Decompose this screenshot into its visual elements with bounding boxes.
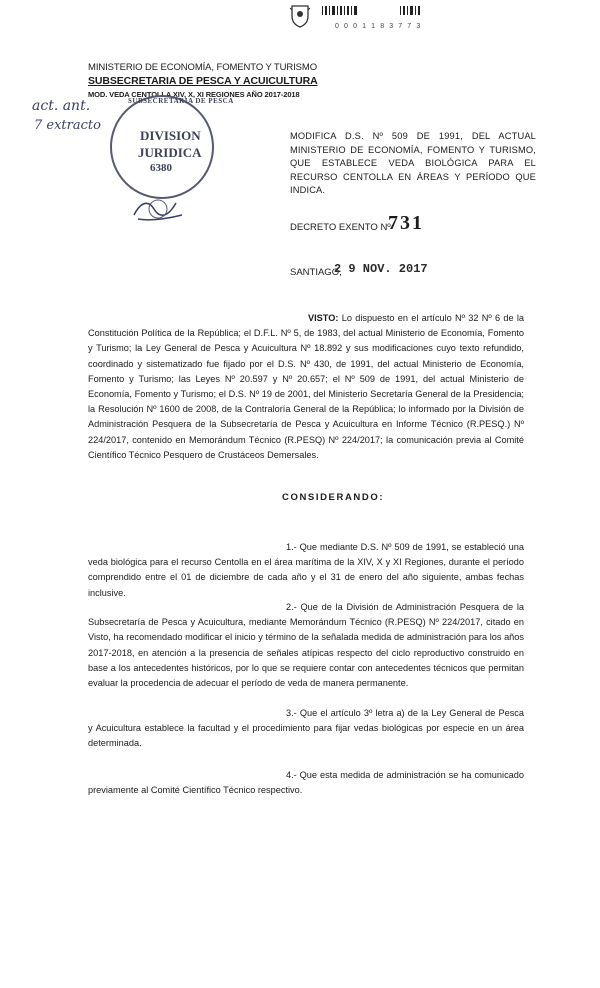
date-stamp: 2 9 NOV. 2017 [334,262,428,276]
decree-number: 731 [388,212,424,234]
subsecretaria-name: SUBSECRETARIA DE PESCA Y ACUICULTURA [88,75,318,87]
decree-title: MODIFICA D.S. Nº 509 DE 1991, DEL ACTUAL MINISTERIO DE ECONOMÍA, FOMENTO Y TURISMO, QUE ESTABLECE VEDA BIOLÓGICA PARA EL RECURSO CENTOLLA EN ÁREAS Y PERÍODO QUE INDICA. [290,131,536,195]
stamp-number: 6380 [150,162,172,174]
considerando-item-3: 3.- Que el artículo 3º letra a) de la Ley General de Pesca y Acuicultura establece la facultad y el procedimiento para fijar vedas biológicas por especie en un área determinada. [88,708,524,749]
stamp-line-1: DIVISION [140,128,201,143]
considerando-item-1: 1.- Que mediante D.S. Nº 509 de 1991, se estableció una veda biológica para el recurso Centolla en el área marítima de la XIV, X y XI Regiones, durante el período comprendido entre el 01 de diciembre de cada año y el 31 de enero del año siguiente, ambas fechas inclusive. [88,542,524,598]
coat-of-arms-icon [288,2,312,28]
stamp-ring-text: SUBSECRETARIA DE PESCA [128,97,234,105]
handwritten-note-2: 7 extracto [34,118,101,133]
visto-paragraph [88,311,524,463]
handwritten-note-1: act. ant. [32,98,91,114]
reference-line: MOD. VEDA CENTOLLA XIV, X, XI REGIONES AÑO 2017-2018 [88,90,300,99]
barcode-number: 0 0 0 1 1 8 3 7 7 3 [335,23,422,30]
place: SANTIAGO, [290,267,342,278]
signature-icon [128,195,188,225]
considerando-heading: CONSIDERANDO: [282,492,385,503]
stamp-line-2: JURIDICA [138,145,202,160]
considerando-item-2: 2.- Que de la División de Administración Pesquera de la Subsecretaría de Pesca y Acuicultura, mediante Memorándum Técnico (R.PESQ) Nº 224/2017, citado en Visto, ha recomendado modificar el inicio y término de la señalada medida de administración para los años 2017-2018, en atención a la presencia de señales atípicas respecto del ciclo reproductivo construido en base a los antecedentes históricos, por lo que se requiere contar con antecedentes técnicos que permitan evaluar la procedencia de adecuar el período de veda de manera permanente. [88,602,524,689]
considerando-item-4: 4.- Que esta medida de administración se ha comunicado previamente al Comité Científico Técnico respectivo. [88,770,524,796]
barcode [320,4,438,22]
decree-label: DECRETO EXENTO Nº [290,222,391,233]
visto-text: Lo dispuesto en el artículo Nº 32 Nº 6 de la Constitución Política de la República; el D.F.L. Nº 5, de 1983, del actual Ministerio de Economía, Fomento y Turismo; la Ley General de Pesca y Acuicultura Nº 18.892 y sus modificaciones cuyo texto refundido, coordinado y sistematizado fue fijado por el D.S. Nº 430, de 1991, del actual Ministerio de Economía, Fomento y Turismo; las Leyes Nº 20.597 y Nº 20.657; el Nº 509 de 1991, del actual Ministerio de Economía, Fomento y Turismo; el D.S. Nº 19 de 2001, del Ministerio Secretaría General de la Presidencia; la Resolución Nº 1600 de 2008, de la Contraloría General de la República; lo informado por la División de Administración Pesquera de la Subsecretaría de Pesca y Acuicultura en Informe Técnico (R.PESQ.) Nº 224/2017, contenido en Memorándum Técnico (R.PESQ) Nº 224/2017; la comunicación previa al Comité Científico Técnico Pesquero de Crustáceos Demersales. [88,313,524,460]
visto-label: VISTO: [308,313,339,323]
ministry-name: MINISTERIO DE ECONOMÍA, FOMENTO Y TURISMO [88,62,318,73]
